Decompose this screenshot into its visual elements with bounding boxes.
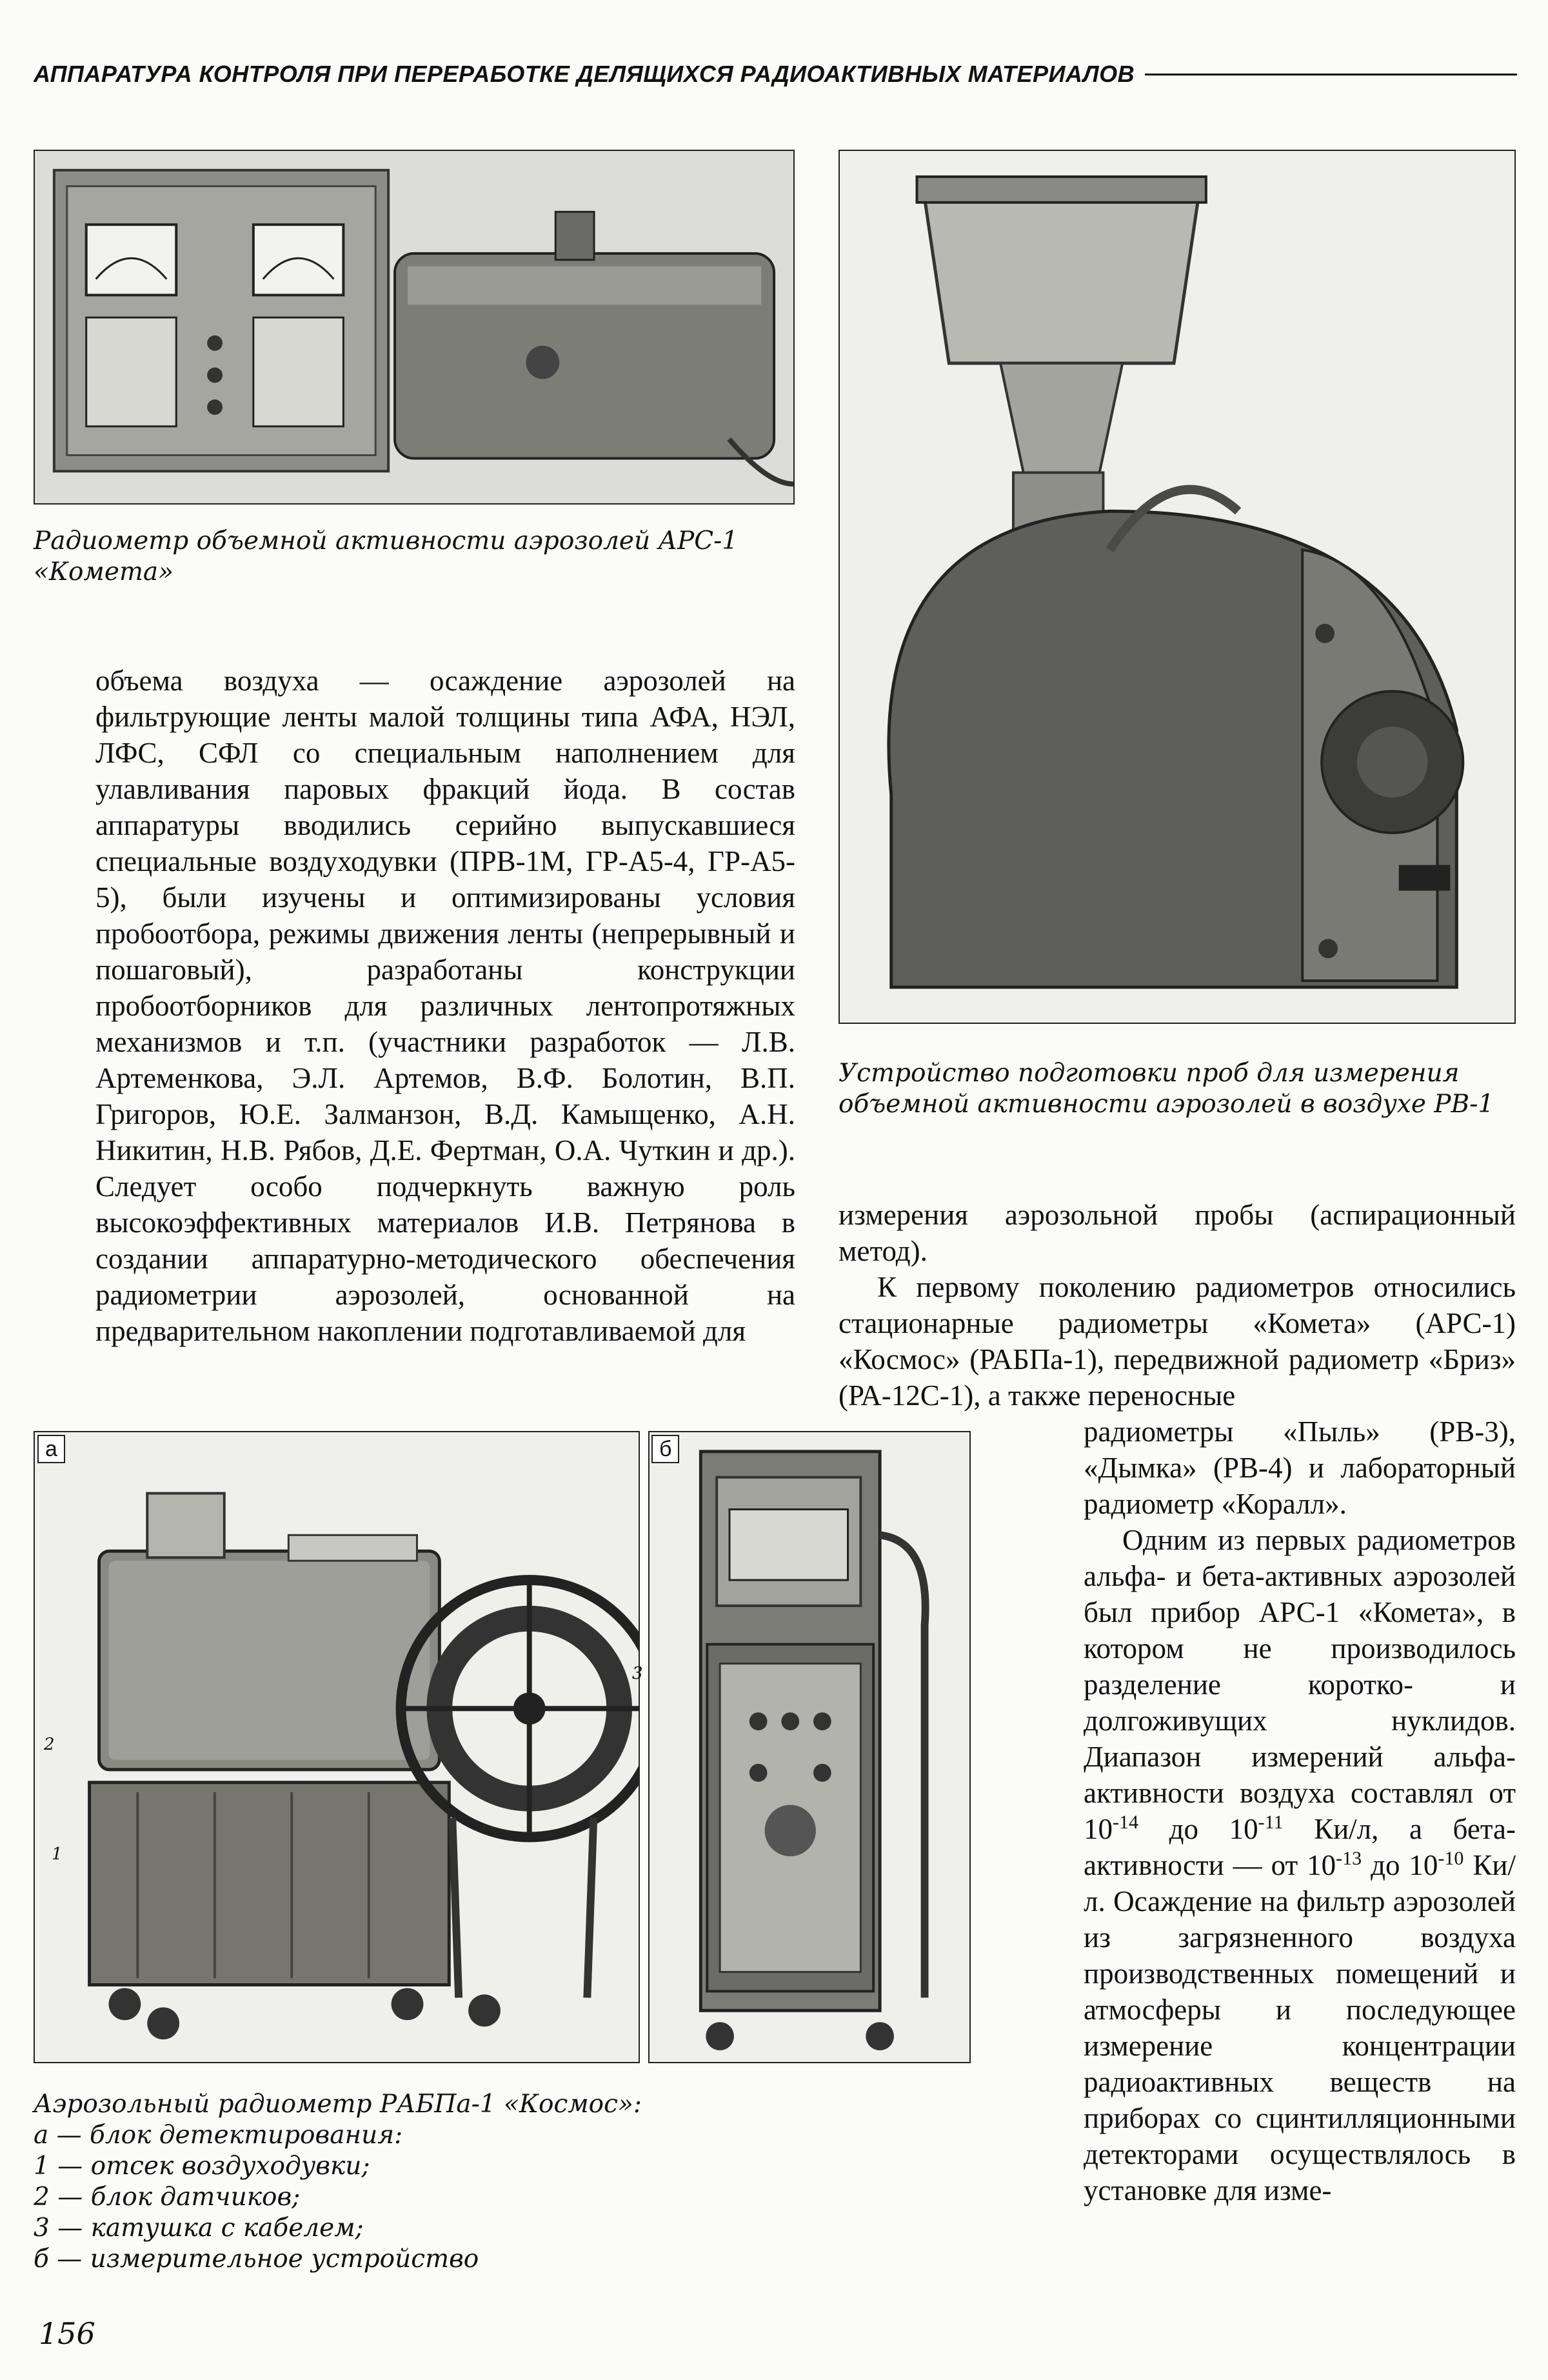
callout-1: 1	[52, 1845, 63, 1864]
panel-label-b: б	[651, 1435, 679, 1463]
caption-rv1: Устройство подготовки проб для измерения объемной активности аэрозолей в воздухе РВ-1	[838, 1059, 1494, 1119]
panel-label-a: а	[37, 1435, 65, 1463]
running-header	[34, 55, 1517, 94]
exponent: -13	[1336, 1848, 1362, 1869]
caption-kosmos-line: 2 — блок датчиков;	[34, 2183, 301, 2212]
caption-kosmos-line: Аэрозольный радиометр РАБПа-1 «Космос»:	[34, 2090, 642, 2119]
running-title: АППАРАТУРА КОНТРОЛЯ ПРИ ПЕРЕРАБОТКЕ ДЕЛЯЩИХСЯ РАДИОАКТИВНЫХ МАТЕРИАЛОВ	[34, 61, 1135, 87]
caption-kosmos	[34, 2089, 679, 2275]
right-paragraph-2-narrow: радиометры «Пыль» (РВ-3), «Дымка» (РВ-4) и лабораторный радиометр «Коралл».	[1084, 1415, 1516, 1520]
photo-kometa	[34, 150, 795, 505]
photo-rv1	[838, 150, 1516, 1024]
right-paragraph-1: измерения аэрозольной пробы (аспирационный метод).	[838, 1199, 1516, 1267]
right-paragraph-3: Одним из первых радиометров альфа- и бета-активных аэрозолей был прибор АРС-1 «Комета», в котором не производилось разделение коротко- и долгоживущих нуклидов. Диапазон измерений альфа-активности воздуха составлял от $10^{-14}$ до $10^{-11}$ Ки/л, а бета-активности — от $10^{-13}$ до $10^{-10}$ Ки/л. Осаждение на фильтр аэрозолей из загрязненного воздуха производственных помещений и атмосферы и последующее измерение концентрации радиоактивных веществ на приборах со сцинтилляционными детекторами осуществлялось в установке для изме-	[1084, 1524, 1516, 2206]
caption-kosmos-line: 1 — отсек воздуходувки;	[34, 2152, 370, 2181]
caption-kosmos-line: б — измерительное устройство	[34, 2245, 479, 2274]
caption-kometa: Радиометр объемной активности аэрозолей АРС-1 «Комета»	[34, 526, 739, 586]
left-paragraph: объема воздуха — осаждение аэрозолей на фильтрующие ленты малой толщины типа АФА, НЭЛ, ЛФС, СФЛ со специальным наполнением для улавливания паровых фракций йода. В состав аппаратуры вводились серийно выпускавшиеся специальные воздуходувки (ПРВ-1М, ГР-А5-4, ГР-А5-5), были изучены и оптимизированы условия пробоотбора, режимы движения ленты (непрерывный и пошаговый), разработаны конструкции пробоотборников для различных лентопротяжных механизмов и т.п. (участники разработок — Л.В. Артеменкова, Э.Л. Артемов, В.Ф. Болотин, В.П. Григоров, Ю.Е. Залманзон, В.Д. Камыщенко, А.Н. Никитин, Н.В. Рябов, Д.Е. Фертман, О.А. Чуткин и др.). Следует особо подчеркнуть важную роль высокоэффективных материалов И.В. Петрянова в создании аппаратурно-методического обеспечения радиометрии аэрозолей, основанной на предварительном накоплении подготавливаемой для	[95, 665, 795, 1347]
caption-kosmos-line: а — блок детектирования:	[34, 2121, 403, 2150]
exponent: -10	[1438, 1848, 1464, 1869]
caption-kosmos-line: 3 — катушка с кабелем;	[34, 2214, 364, 2243]
exponent: -14	[1113, 1812, 1138, 1833]
right-paragraph-2-wide: К первому поколению радиометров относились стационарные радиометры «Комета» (АРС-1) «Космос» (РАБПа-1), передвижной радиометр «Бриз» (РА-12С-1), а также переносные	[838, 1271, 1516, 1412]
photo-kosmos-b	[648, 1431, 971, 2063]
page-number: 156	[39, 2316, 95, 2351]
right-column-narrow	[1084, 1414, 1516, 2208]
exponent: -11	[1258, 1812, 1284, 1833]
photo-kosmos-a	[34, 1431, 640, 2063]
right-column-wide	[838, 1197, 1516, 1414]
callout-2: 2	[44, 1735, 55, 1754]
header-rule	[1145, 74, 1517, 75]
left-column-text	[95, 663, 795, 1349]
callout-3: 3	[632, 1664, 643, 1683]
